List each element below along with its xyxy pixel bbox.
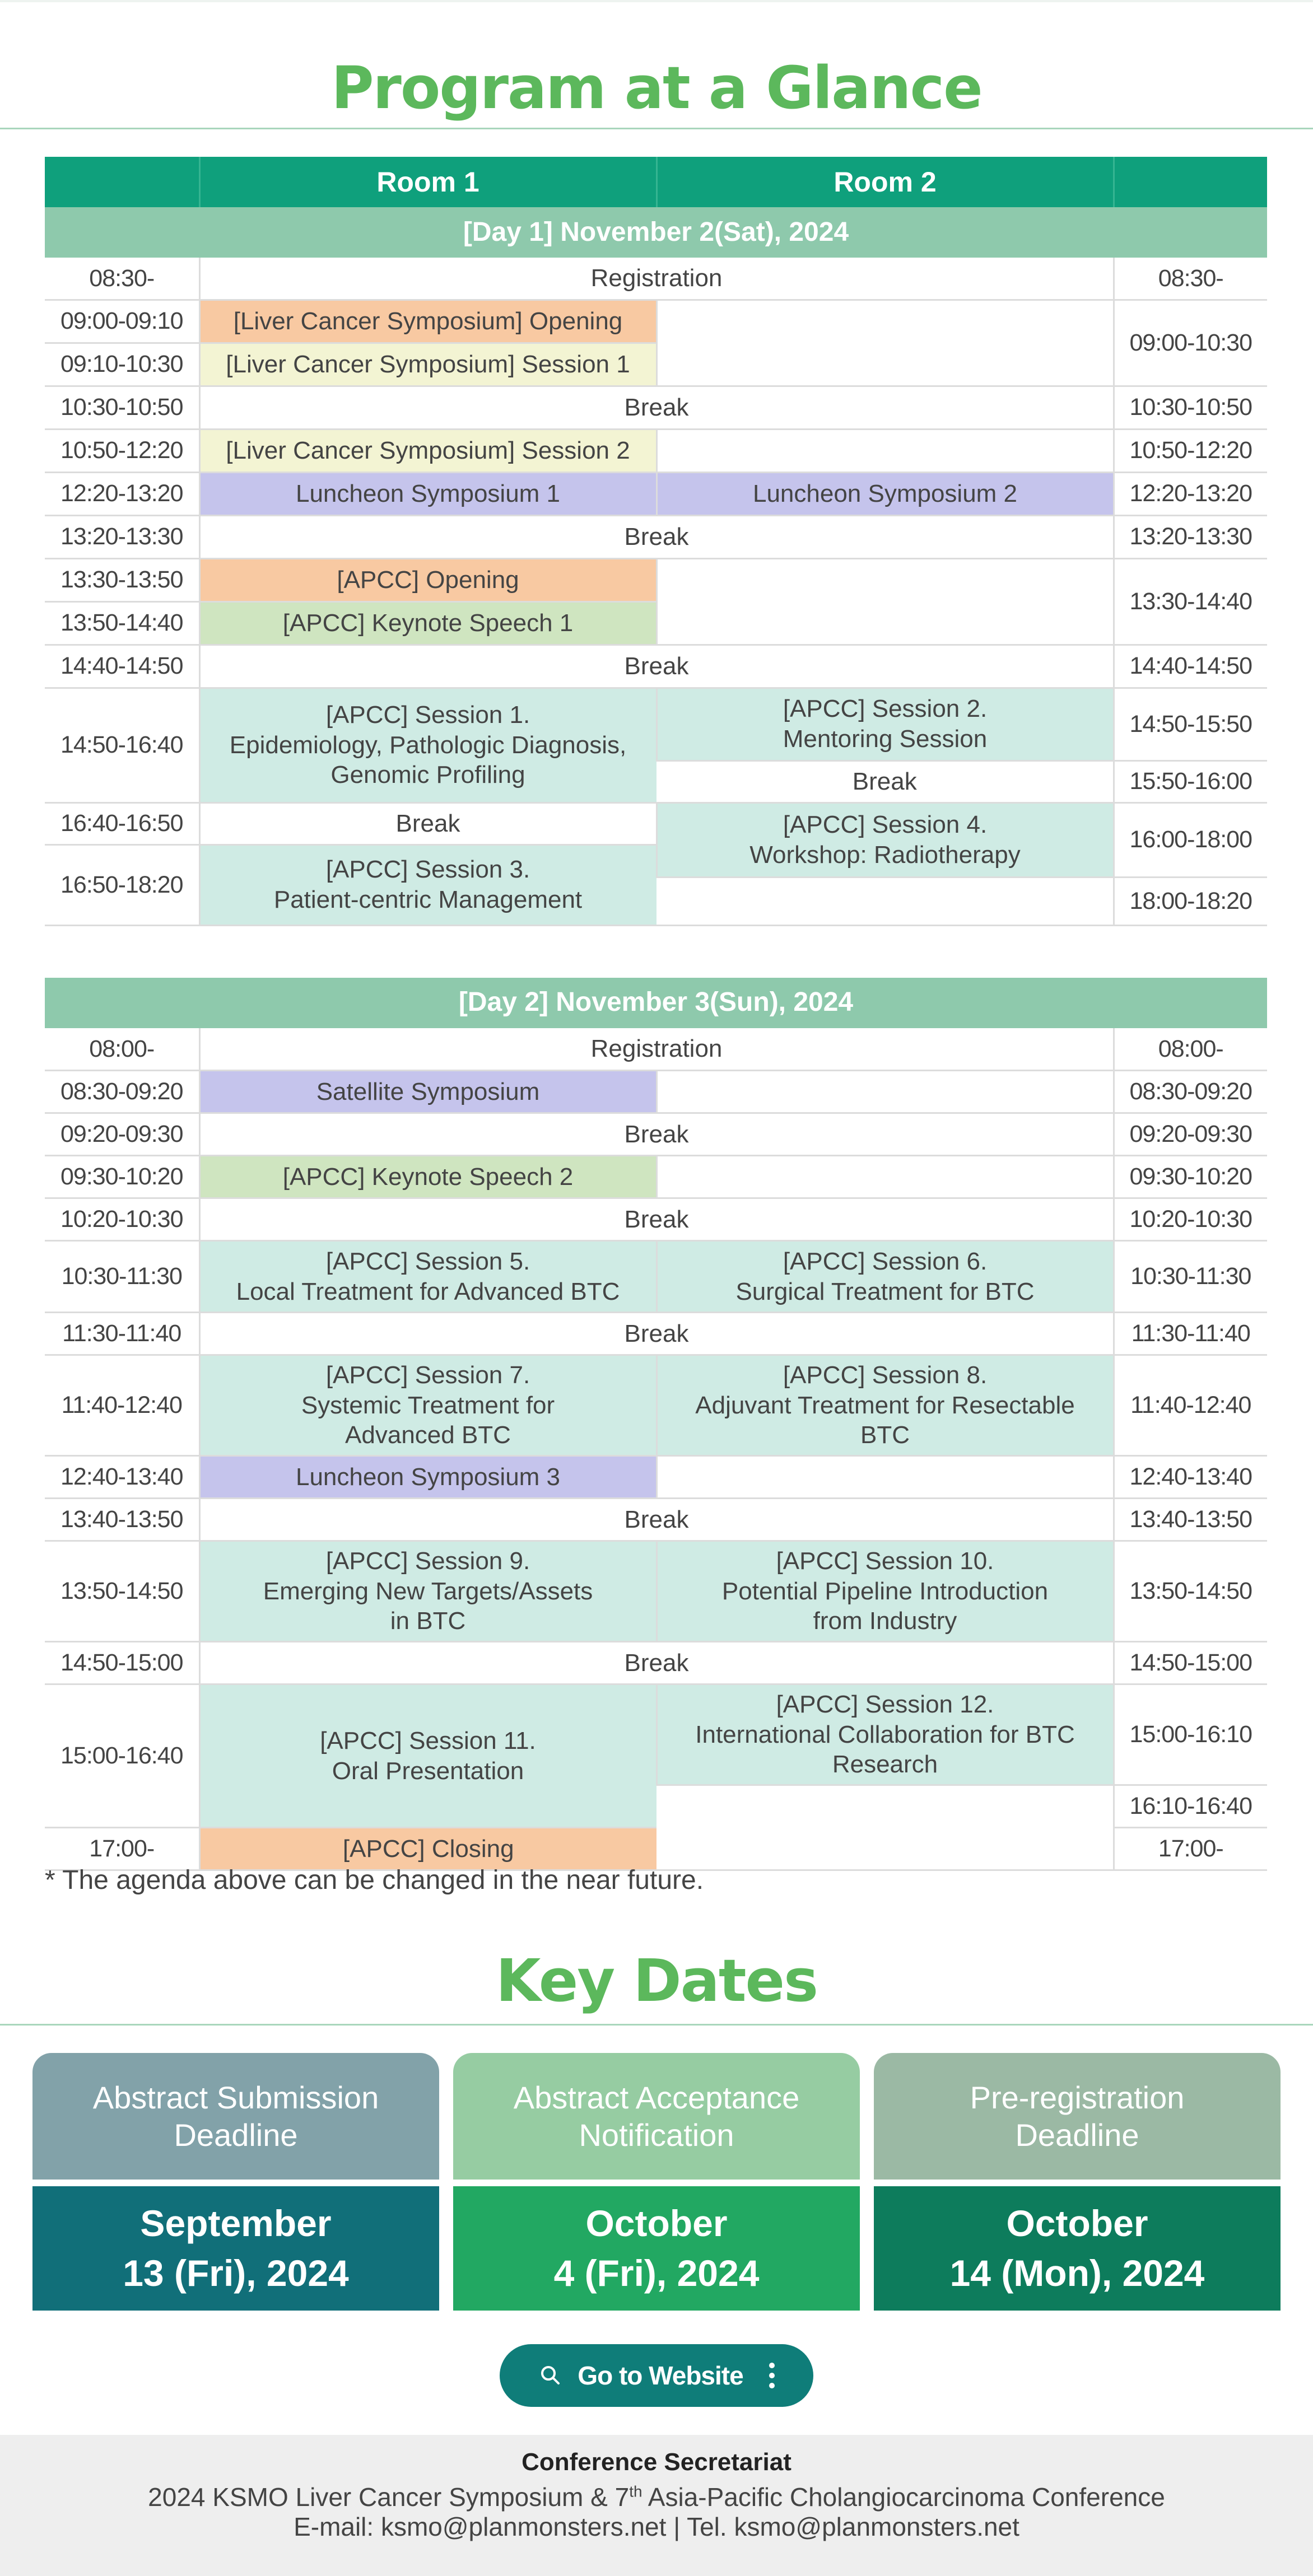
ordinal-suffix: th (629, 2482, 642, 2500)
search-icon (538, 2363, 563, 2388)
card-gap (32, 2180, 439, 2186)
table-row (45, 1456, 1267, 1499)
table-row (45, 1642, 1267, 1684)
table-row (45, 1541, 1267, 1642)
card-gap (453, 2180, 860, 2186)
break-cell: Break (199, 386, 1114, 429)
key-date-card-abstract-submission (32, 2053, 439, 2311)
time-cell: 08:30- (45, 258, 199, 300)
time-cell: 11:40-12:40 (45, 1355, 199, 1456)
empty-cell (656, 429, 1114, 472)
session-cell: [APCC] Session 3. Patient-centric Management (199, 844, 656, 925)
table-row (45, 515, 1267, 558)
time-cell: 14:50-16:40 (45, 688, 199, 802)
table-row (45, 429, 1267, 472)
empty-cell (656, 1785, 1114, 1870)
key-date-value: October 14 (Mon), 2024 (874, 2186, 1281, 2311)
key-date-card-abstract-acceptance (453, 2053, 860, 2311)
time-cell: 13:40-13:50 (45, 1499, 199, 1541)
time-cell: 13:30-13:50 (45, 558, 199, 601)
time-cell: 13:50-14:40 (45, 601, 199, 645)
time-cell: 10:20-10:30 (45, 1198, 199, 1241)
time-cell: 13:30-14:40 (1114, 558, 1267, 645)
table-row (45, 1156, 1267, 1198)
session-cell: [APCC] Session 8. Adjuvant Treatment for Resectable BTC (656, 1355, 1114, 1456)
break-cell: Break (199, 645, 1114, 688)
table-row (45, 802, 1267, 844)
time-cell: 08:00- (45, 1028, 199, 1071)
key-date-card-pre-registration (874, 2053, 1281, 2311)
key-date-value: September 13 (Fri), 2024 (32, 2186, 439, 2311)
time-cell: 12:40-13:40 (1114, 1456, 1267, 1499)
page-title: Program at a Glance (331, 54, 982, 122)
footer-contact: E-mail: ksmo@planmonsters.net | Tel. ksmo@planmonsters.net (294, 2512, 1019, 2541)
time-cell: 14:50-15:50 (1114, 688, 1267, 760)
time-cell: 09:20-09:30 (45, 1113, 199, 1156)
empty-cell (656, 300, 1114, 386)
key-dates-title: Key Dates (496, 1947, 817, 2015)
time-cell: 14:40-14:50 (1114, 645, 1267, 688)
time-cell: 08:30- (1114, 258, 1267, 300)
empty-cell (656, 877, 1114, 925)
registration-cell: Registration (199, 258, 1114, 300)
break-cell: Break (199, 1499, 1114, 1541)
time-cell: 16:50-18:20 (45, 844, 199, 925)
session-cell: [APCC] Session 5. Local Treatment for Advanced BTC (199, 1241, 656, 1313)
empty-cell (656, 1071, 1114, 1113)
footer-title: Conference Secretariat (522, 2448, 791, 2476)
registration-cell: Registration (199, 1028, 1114, 1071)
time-cell: 09:00-10:30 (1114, 300, 1267, 386)
time-cell: 11:30-11:40 (45, 1313, 199, 1355)
session-cell: [APCC] Session 12. International Collaboration for BTC Research (656, 1684, 1114, 1785)
table-row (45, 645, 1267, 688)
room-header-row (45, 157, 1267, 207)
table-row (45, 1499, 1267, 1541)
key-date-label: Abstract Acceptance Notification (453, 2053, 860, 2180)
room1-header: Room 1 (199, 157, 656, 207)
break-cell: Break (199, 802, 656, 844)
time-cell: 10:50-12:20 (1114, 429, 1267, 472)
table-row (45, 558, 1267, 601)
time-cell: 12:40-13:40 (45, 1456, 199, 1499)
time-cell: 09:10-10:30 (45, 343, 199, 386)
session-cell: [APCC] Closing (199, 1828, 656, 1870)
table-row (45, 258, 1267, 300)
session-cell: [APCC] Keynote Speech 2 (199, 1156, 656, 1198)
agenda-note: * The agenda above can be changed in the near future. (45, 1865, 704, 1895)
break-cell: Break (199, 515, 1114, 558)
title-divider (0, 128, 1313, 129)
time-cell: 10:50-12:20 (45, 429, 199, 472)
empty-cell (656, 1456, 1114, 1499)
table-row (45, 300, 1267, 343)
footer (0, 2435, 1313, 2576)
day1-header-row (45, 207, 1267, 258)
time-cell: 17:00- (1114, 1828, 1267, 1870)
footer-conference-line (0, 2483, 1313, 2512)
time-cell: 16:10-16:40 (1114, 1785, 1267, 1828)
day-spacer (45, 925, 1267, 978)
day1-header: [Day 1] November 2(Sat), 2024 (45, 207, 1267, 258)
key-date-label: Abstract Submission Deadline (32, 2053, 439, 2180)
session-cell: [APCC] Session 11. Oral Presentation (199, 1684, 656, 1828)
session-cell: [Liver Cancer Symposium] Opening (199, 300, 656, 343)
table-row (45, 1355, 1267, 1456)
room2-header: Room 2 (656, 157, 1114, 207)
time-cell: 10:30-10:50 (1114, 386, 1267, 429)
footer-conference-name: 2024 KSMO Liver Cancer Symposium & 7 (148, 2482, 630, 2512)
card-gap (874, 2180, 1281, 2186)
go-to-website-label: Go to Website (578, 2361, 743, 2390)
time-cell: 13:20-13:30 (45, 515, 199, 558)
time-cell: 13:50-14:50 (45, 1541, 199, 1642)
time-cell: 13:20-13:30 (1114, 515, 1267, 558)
session-cell: [APCC] Keynote Speech 1 (199, 601, 656, 645)
footer-conference-name-rest: Asia-Pacific Cholangiocarcinoma Conference (642, 2482, 1165, 2512)
session-cell: [APCC] Opening (199, 558, 656, 601)
table-row (45, 1198, 1267, 1241)
session-cell: [APCC] Session 4. Workshop: Radiotherapy (656, 802, 1114, 877)
time-header-cell (45, 157, 199, 207)
top-divider (0, 0, 1313, 2)
time-cell: 13:50-14:50 (1114, 1541, 1267, 1642)
program-table (45, 157, 1267, 1871)
session-cell: [APCC] Session 9. Emerging New Targets/Assets in BTC (199, 1541, 656, 1642)
time-cell: 16:00-18:00 (1114, 802, 1267, 877)
day2-header-row (45, 978, 1267, 1028)
time-cell: 10:30-10:50 (45, 386, 199, 429)
table-row (45, 1028, 1267, 1071)
break-cell: Break (199, 1313, 1114, 1355)
key-date-label: Pre-registration Deadline (874, 2053, 1281, 2180)
key-dates-divider (0, 2024, 1313, 2026)
break-cell: Break (199, 1642, 1114, 1684)
key-date-value: October 4 (Fri), 2024 (453, 2186, 860, 2311)
time-cell: 15:00-16:40 (45, 1684, 199, 1828)
table-row (45, 1313, 1267, 1355)
go-to-website-button[interactable] (500, 2344, 813, 2407)
table-row (45, 1071, 1267, 1113)
time-cell: 08:30-09:20 (1114, 1071, 1267, 1113)
session-cell: [Liver Cancer Symposium] Session 1 (199, 343, 656, 386)
break-cell: Break (199, 1198, 1114, 1241)
time-cell: 15:00-16:10 (1114, 1684, 1267, 1785)
session-cell: Luncheon Symposium 1 (199, 472, 656, 515)
session-cell: [APCC] Session 2. Mentoring Session (656, 688, 1114, 760)
table-row (45, 688, 1267, 760)
time-cell: 12:20-13:20 (45, 472, 199, 515)
time-cell: 15:50-16:00 (1114, 760, 1267, 802)
day2-header: [Day 2] November 3(Sun), 2024 (45, 978, 1267, 1028)
time-cell: 09:00-09:10 (45, 300, 199, 343)
time-cell: 09:30-10:20 (1114, 1156, 1267, 1198)
time-cell: 10:30-11:30 (45, 1241, 199, 1313)
time-cell: 08:00- (1114, 1028, 1267, 1071)
time-cell: 10:30-11:30 (1114, 1241, 1267, 1313)
time-cell: 14:50-15:00 (1114, 1642, 1267, 1684)
table-row (45, 1113, 1267, 1156)
table-row (45, 386, 1267, 429)
time-cell: 12:20-13:20 (1114, 472, 1267, 515)
session-cell: [APCC] Session 1. Epidemiology, Pathologic Diagnosis, Genomic Profiling (199, 688, 656, 802)
time-cell: 11:40-12:40 (1114, 1355, 1267, 1456)
session-cell: [APCC] Session 6. Surgical Treatment for BTC (656, 1241, 1114, 1313)
table-row (45, 1241, 1267, 1313)
session-cell: Luncheon Symposium 2 (656, 472, 1114, 515)
time-cell: 14:40-14:50 (45, 645, 199, 688)
time-cell: 09:30-10:20 (45, 1156, 199, 1198)
session-cell: Luncheon Symposium 3 (199, 1456, 656, 1499)
time-cell: 18:00-18:20 (1114, 877, 1267, 925)
more-vertical-icon (769, 2363, 775, 2388)
table-row (45, 472, 1267, 515)
time-cell: 16:40-16:50 (45, 802, 199, 844)
time-cell: 09:20-09:30 (1114, 1113, 1267, 1156)
spacer-cell (45, 925, 1267, 978)
break-cell: Break (656, 760, 1114, 802)
empty-cell (656, 1156, 1114, 1198)
time-cell: 13:40-13:50 (1114, 1499, 1267, 1541)
empty-cell (656, 558, 1114, 645)
time-cell: 11:30-11:40 (1114, 1313, 1267, 1355)
session-cell: [APCC] Session 7. Systemic Treatment for Advanced BTC (199, 1355, 656, 1456)
break-cell: Break (199, 1113, 1114, 1156)
session-cell: [Liver Cancer Symposium] Session 2 (199, 429, 656, 472)
time-cell: 08:30-09:20 (45, 1071, 199, 1113)
session-cell: [APCC] Session 10. Potential Pipeline Introduction from Industry (656, 1541, 1114, 1642)
table-row (45, 1684, 1267, 1785)
time-cell: 10:20-10:30 (1114, 1198, 1267, 1241)
session-cell: Satellite Symposium (199, 1071, 656, 1113)
time-cell: 14:50-15:00 (45, 1642, 199, 1684)
time-cell: 17:00- (45, 1828, 199, 1870)
time-header-cell (1114, 157, 1267, 207)
